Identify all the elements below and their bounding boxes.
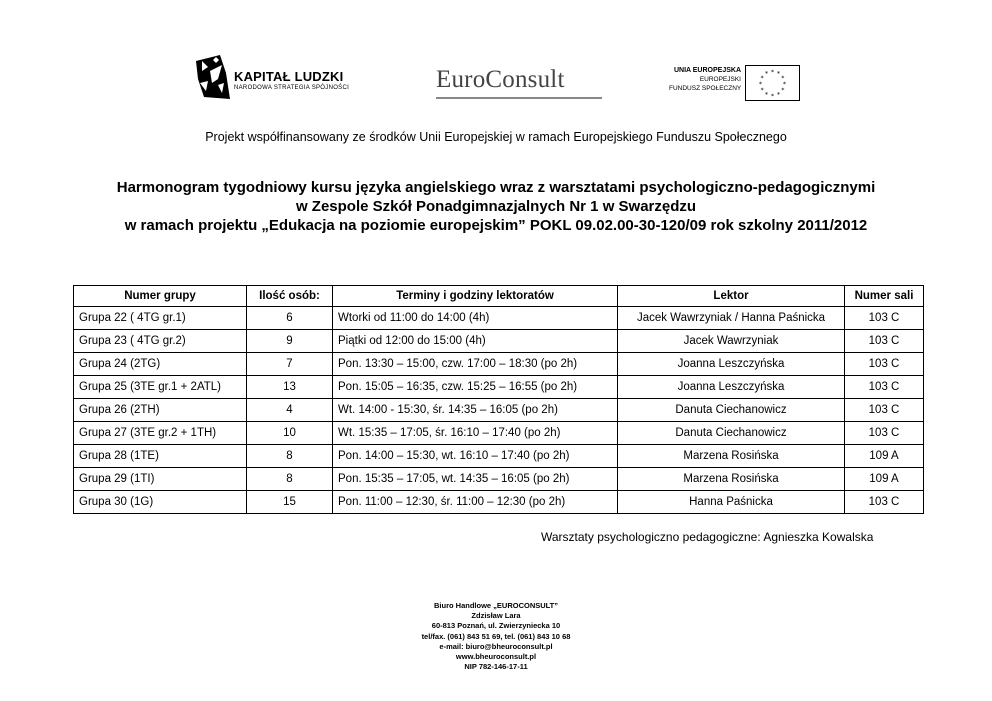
cell-lecturer: Hanna Paśnicka bbox=[618, 491, 845, 514]
euroconsult-logo-text: EuroConsult bbox=[436, 66, 565, 93]
svg-text:*: * bbox=[760, 87, 764, 94]
kapital-ludzki-title: KAPITAŁ LUDZKI bbox=[234, 69, 344, 84]
cell-lecturer: Marzena Rosińska bbox=[618, 445, 845, 468]
cell-count: 8 bbox=[247, 445, 333, 468]
table-row bbox=[74, 330, 924, 353]
cell-room: 103 C bbox=[845, 399, 924, 422]
title-line-2: w Zespole Szkół Ponadgimnazjalnych Nr 1 w Swarzędzu bbox=[295, 198, 697, 215]
kapital-ludzki-subtitle: NARODOWA STRATEGIA SPÓJNOŚCI bbox=[234, 85, 350, 91]
svg-text:*: * bbox=[759, 81, 762, 88]
cell-lecturer: Marzena Rosińska bbox=[618, 468, 845, 491]
cell-count: 15 bbox=[247, 491, 333, 514]
footer-nip: NIP 782-146-17-11 bbox=[464, 662, 528, 672]
cell-schedule: Pon. 15:05 – 16:35, czw. 15:25 – 16:55 (po 2h) bbox=[333, 376, 618, 399]
table-row bbox=[74, 422, 924, 445]
table-row bbox=[74, 468, 924, 491]
table-row bbox=[74, 353, 924, 376]
cell-group: Grupa 28 (1TE) bbox=[74, 445, 247, 468]
cell-lecturer: Jacek Wawrzyniak / Hanna Paśnicka bbox=[618, 307, 845, 330]
cell-lecturer: Joanna Leszczyńska bbox=[618, 376, 845, 399]
cell-schedule: Wt. 15:35 – 17:05, śr. 16:10 – 17:40 (po 2h) bbox=[333, 422, 618, 445]
table-row bbox=[74, 491, 924, 514]
euroconsult-underline bbox=[436, 97, 602, 99]
cell-room: 103 C bbox=[845, 330, 924, 353]
svg-text:*: * bbox=[771, 93, 774, 100]
cell-group: Grupa 23 ( 4TG gr.2) bbox=[74, 330, 247, 353]
footer-contact bbox=[0, 601, 992, 672]
footer-email: e-mail: biuro@bheuroconsult.pl bbox=[439, 641, 553, 651]
header-group: Numer grupy bbox=[74, 286, 247, 307]
eu-flag-icon bbox=[745, 65, 800, 101]
header-lecturer: Lektor bbox=[618, 286, 845, 307]
svg-text:*: * bbox=[781, 75, 785, 82]
eu-logo bbox=[669, 63, 801, 103]
svg-text:*: * bbox=[771, 69, 774, 76]
cell-count: 8 bbox=[247, 468, 333, 491]
cell-count: 6 bbox=[247, 307, 333, 330]
kapital-ludzki-emblem-icon bbox=[196, 53, 230, 101]
cell-room: 103 C bbox=[845, 353, 924, 376]
svg-text:*: * bbox=[777, 70, 780, 78]
kapital-ludzki-logo bbox=[196, 53, 356, 103]
document-title bbox=[0, 178, 992, 235]
eu-logo-line1: UNIA EUROPEJSKA bbox=[673, 67, 741, 74]
cell-room: 109 A bbox=[845, 445, 924, 468]
cell-schedule: Pon. 13:30 – 15:00, czw. 17:00 – 18:30 (po 2h) bbox=[333, 353, 618, 376]
svg-text:*: * bbox=[777, 91, 780, 99]
cell-schedule: Pon. 14:00 – 15:30, wt. 16:10 – 17:40 (po 2h) bbox=[333, 445, 618, 468]
header-room: Numer sali bbox=[845, 286, 924, 307]
cell-count: 7 bbox=[247, 353, 333, 376]
svg-text:*: * bbox=[765, 91, 768, 99]
table-row bbox=[74, 376, 924, 399]
cell-count: 13 bbox=[247, 376, 333, 399]
footer-phone: tel/fax. (061) 843 51 69, tel. (061) 843 10 68 bbox=[421, 631, 571, 641]
cell-room: 103 C bbox=[845, 307, 924, 330]
footer-office: Biuro Handlowe „EUROCONSULT” bbox=[433, 601, 559, 610]
cell-count: 4 bbox=[247, 399, 333, 422]
euroconsult-logo bbox=[436, 66, 602, 102]
svg-text:*: * bbox=[783, 81, 786, 88]
cell-group: Grupa 26 (2TH) bbox=[74, 399, 247, 422]
cell-lecturer: Danuta Ciechanowicz bbox=[618, 399, 845, 422]
cell-count: 9 bbox=[247, 330, 333, 353]
footer-address: 60-813 Poznań, ul. Zwierzyniecka 10 bbox=[431, 621, 561, 631]
cell-lecturer: Danuta Ciechanowicz bbox=[618, 422, 845, 445]
cell-room: 103 C bbox=[845, 376, 924, 399]
cell-group: Grupa 27 (3TE gr.2 + 1TH) bbox=[74, 422, 247, 445]
schedule-table bbox=[73, 285, 924, 514]
cell-count: 10 bbox=[247, 422, 333, 445]
eu-logo-line2: EUROPEJSKI bbox=[699, 76, 741, 83]
cell-room: 103 C bbox=[845, 422, 924, 445]
eu-logo-line3: FUNDUSZ SPOŁECZNY bbox=[669, 85, 742, 92]
eu-logo-text bbox=[669, 66, 741, 93]
title-line-1: Harmonogram tygodniowy kursu języka angielskiego wraz z warsztatami psychologiczno-pedagogicznymi bbox=[116, 179, 876, 196]
title-line-3: w ramach projektu „Edukacja na poziomie europejskim” POKL 09.02.00-30-120/09 rok szkolny 2011/2012 bbox=[124, 217, 868, 234]
footer-name: Zdzisław Lara bbox=[471, 611, 521, 621]
header-schedule: Terminy i godziny lektoratów bbox=[333, 286, 618, 307]
svg-text:*: * bbox=[765, 70, 768, 78]
table-header-row bbox=[74, 286, 924, 307]
cell-schedule: Piątki od 12:00 do 15:00 (4h) bbox=[333, 330, 618, 353]
cell-lecturer: Joanna Leszczyńska bbox=[618, 353, 845, 376]
table-row bbox=[74, 399, 924, 422]
cell-schedule: Pon. 11:00 – 12:30, śr. 11:00 – 12:30 (po 2h) bbox=[333, 491, 618, 514]
cofinancing-note: Projekt współfinansowany ze środków Unii Europejskiej w ramach Europejskiego Funduszu Społecznego bbox=[205, 130, 787, 144]
cell-schedule: Wtorki od 11:00 do 14:00 (4h) bbox=[333, 307, 618, 330]
workshops-note: Warsztaty psychologiczno pedagogiczne: Agnieszka Kowalska bbox=[541, 530, 874, 544]
cell-group: Grupa 25 (3TE gr.1 + 2ATL) bbox=[74, 376, 247, 399]
cell-group: Grupa 29 (1TI) bbox=[74, 468, 247, 491]
cell-room: 103 C bbox=[845, 491, 924, 514]
cell-group: Grupa 30 (1G) bbox=[74, 491, 247, 514]
cell-group: Grupa 22 ( 4TG gr.1) bbox=[74, 307, 247, 330]
cell-group: Grupa 24 (2TG) bbox=[74, 353, 247, 376]
table-row bbox=[74, 445, 924, 468]
cell-lecturer: Jacek Wawrzyniak bbox=[618, 330, 845, 353]
svg-text:*: * bbox=[760, 75, 764, 82]
cell-schedule: Pon. 15:35 – 17:05, wt. 14:35 – 16:05 (po 2h) bbox=[333, 468, 618, 491]
cell-schedule: Wt. 14:00 - 15:30, śr. 14:35 – 16:05 (po 2h) bbox=[333, 399, 618, 422]
svg-text:*: * bbox=[781, 87, 785, 94]
footer-website: www.bheuroconsult.pl bbox=[455, 652, 537, 662]
header-count: Ilość osób: bbox=[247, 286, 333, 307]
cell-room: 109 A bbox=[845, 468, 924, 491]
table-row bbox=[74, 307, 924, 330]
